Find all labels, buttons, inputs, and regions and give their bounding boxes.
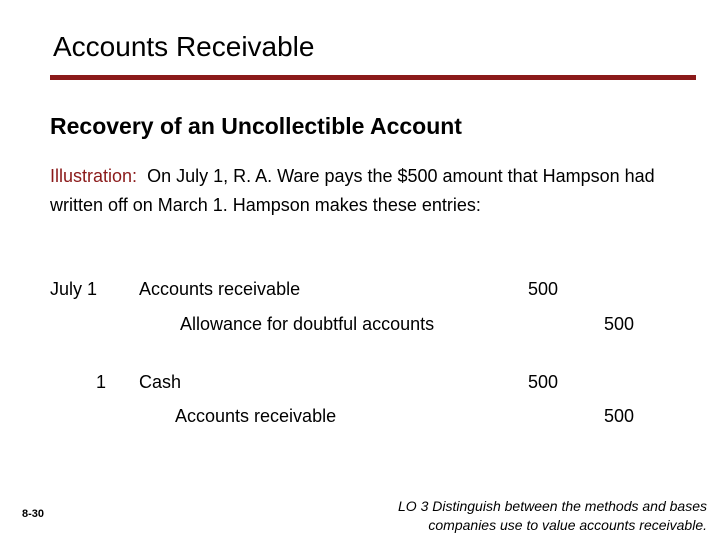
illustration-text — [50, 162, 670, 220]
slide-title: Accounts Receivable — [53, 31, 315, 62]
page-number: 8-30 — [22, 508, 45, 520]
entry-2-date: 1 — [96, 372, 107, 392]
entry-2-debit-account: Cash — [139, 372, 182, 392]
entry-2-credit-amount: 500 — [604, 406, 635, 426]
entry-1-debit-amount: 500 — [528, 279, 559, 299]
illustration-body: On July 1, R. A. Ware pays the $500 amount that Hampson had written off on March 1. Hampson makes these entries: — [50, 166, 655, 215]
slide-subtitle: Recovery of an Uncollectible Account — [50, 113, 462, 139]
entry-2-debit-amount: 500 — [528, 372, 559, 392]
title-divider — [50, 75, 696, 80]
entry-1-credit-account: Allowance for doubtful accounts — [180, 314, 435, 334]
entry-2-credit-account: Accounts receivable — [175, 406, 337, 426]
learning-objective — [398, 497, 707, 535]
learning-objective-line-1: LO 3 Distinguish between the methods and bases — [398, 498, 707, 514]
entry-1-debit-account: Accounts receivable — [139, 279, 301, 299]
entry-1-credit-amount: 500 — [604, 314, 635, 334]
entry-1-date: July 1 — [50, 279, 98, 299]
illustration-lead: Illustration: — [50, 166, 138, 186]
learning-objective-line-2: companies use to value accounts receivable. — [428, 517, 707, 533]
